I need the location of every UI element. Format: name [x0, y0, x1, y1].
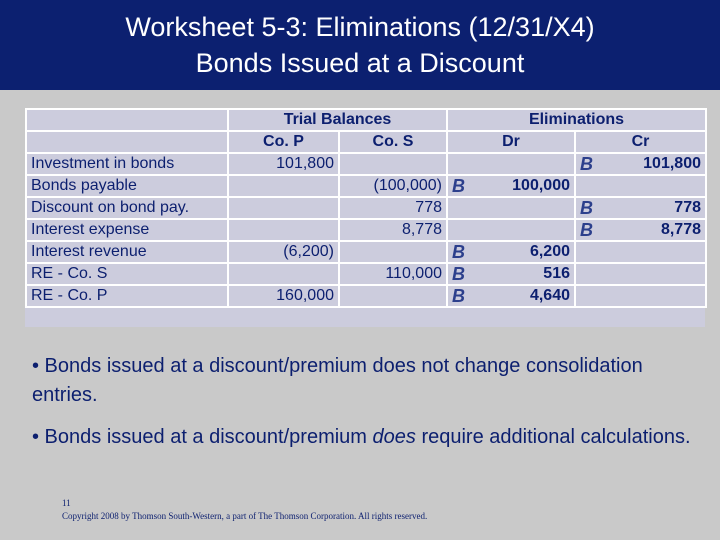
eliminations-header: Eliminations: [447, 109, 706, 131]
co-s-value: 778: [339, 197, 447, 219]
co-s-value: (100,000): [339, 175, 447, 197]
co-p-value: 101,800: [228, 153, 339, 175]
bullet-2-post: require additional calculations.: [415, 426, 691, 448]
credit-cell: [575, 263, 706, 285]
header-blank: [26, 109, 228, 131]
group-header-row: [26, 109, 706, 131]
debit-cell: [447, 285, 575, 307]
credit-cell: [575, 285, 706, 307]
debit-cell: [447, 219, 575, 241]
credit-cell: [575, 241, 706, 263]
debit-entry-code: B: [452, 264, 465, 284]
co-s-value: [339, 153, 447, 175]
credit-cell: [575, 153, 706, 175]
title-line-1: Worksheet 5-3: Eliminations (12/31/X4): [125, 12, 595, 42]
row-label: RE - Co. P: [26, 285, 228, 307]
col-header-cr: Cr: [575, 131, 706, 153]
co-p-value: [228, 263, 339, 285]
worksheet-table-container: [25, 108, 705, 327]
col-header-co-s: Co. S: [339, 131, 447, 153]
col-header-co-p: Co. P: [228, 131, 339, 153]
credit-cell: [575, 175, 706, 197]
co-s-value: [339, 241, 447, 263]
slide-title: [0, 0, 720, 90]
table-row: [26, 219, 706, 241]
bullet-2-pre: • Bonds issued at a discount/premium: [32, 426, 373, 448]
debit-cell: [447, 263, 575, 285]
row-label: Interest revenue: [26, 241, 228, 263]
co-s-value: [339, 285, 447, 307]
co-p-value: [228, 197, 339, 219]
credit-entry-code: B: [580, 154, 593, 174]
debit-entry-code: B: [452, 242, 465, 262]
bullet-1: • Bonds issued at a discount/premium does not change consolidation entries.: [32, 355, 643, 406]
table-row: [26, 263, 706, 285]
credit-cell: [575, 197, 706, 219]
debit-cell: [447, 241, 575, 263]
debit-value: 100,000: [512, 177, 570, 194]
table-row: [26, 285, 706, 307]
bullet-list: [32, 352, 702, 465]
slide-footer: [62, 497, 427, 523]
credit-cell: [575, 219, 706, 241]
debit-cell: [447, 197, 575, 219]
credit-entry-code: B: [580, 198, 593, 218]
bullet-2: [32, 423, 702, 452]
trial-balances-header: Trial Balances: [228, 109, 447, 131]
debit-value: 6,200: [529, 243, 570, 260]
credit-entry-code: B: [580, 220, 593, 240]
co-p-value: 160,000: [228, 285, 339, 307]
bullet-2-emphasis: does: [372, 426, 416, 448]
table-row: [26, 175, 706, 197]
debit-entry-code: B: [452, 286, 465, 306]
debit-value: 516: [543, 265, 570, 282]
credit-value: 8,778: [660, 221, 701, 238]
co-p-value: (6,200): [228, 241, 339, 263]
row-label: Bonds payable: [26, 175, 228, 197]
row-label: Investment in bonds: [26, 153, 228, 175]
row-label: Discount on bond pay.: [26, 197, 228, 219]
col-header-dr: Dr: [447, 131, 575, 153]
worksheet-table: [25, 108, 707, 308]
co-p-value: [228, 219, 339, 241]
debit-entry-code: B: [452, 176, 465, 196]
co-p-value: [228, 175, 339, 197]
table-row: [26, 241, 706, 263]
page-number: 11: [62, 498, 71, 508]
debit-cell: [447, 153, 575, 175]
row-label: Interest expense: [26, 219, 228, 241]
debit-cell: [447, 175, 575, 197]
table-row: [26, 153, 706, 175]
column-header-row: [26, 131, 706, 153]
table-row: [26, 197, 706, 219]
debit-value: 4,640: [529, 287, 570, 304]
credit-value: 778: [674, 199, 701, 216]
credit-value: 101,800: [643, 155, 701, 172]
title-line-2: Bonds Issued at a Discount: [195, 48, 525, 78]
header-blank-2: [26, 131, 228, 153]
row-label: RE - Co. S: [26, 263, 228, 285]
co-s-value: 8,778: [339, 219, 447, 241]
copyright-text: Copyright 2008 by Thomson South-Western, a part of The Thomson Corporation. All rights reserved.: [62, 511, 428, 521]
co-s-value: 110,000: [339, 263, 447, 285]
